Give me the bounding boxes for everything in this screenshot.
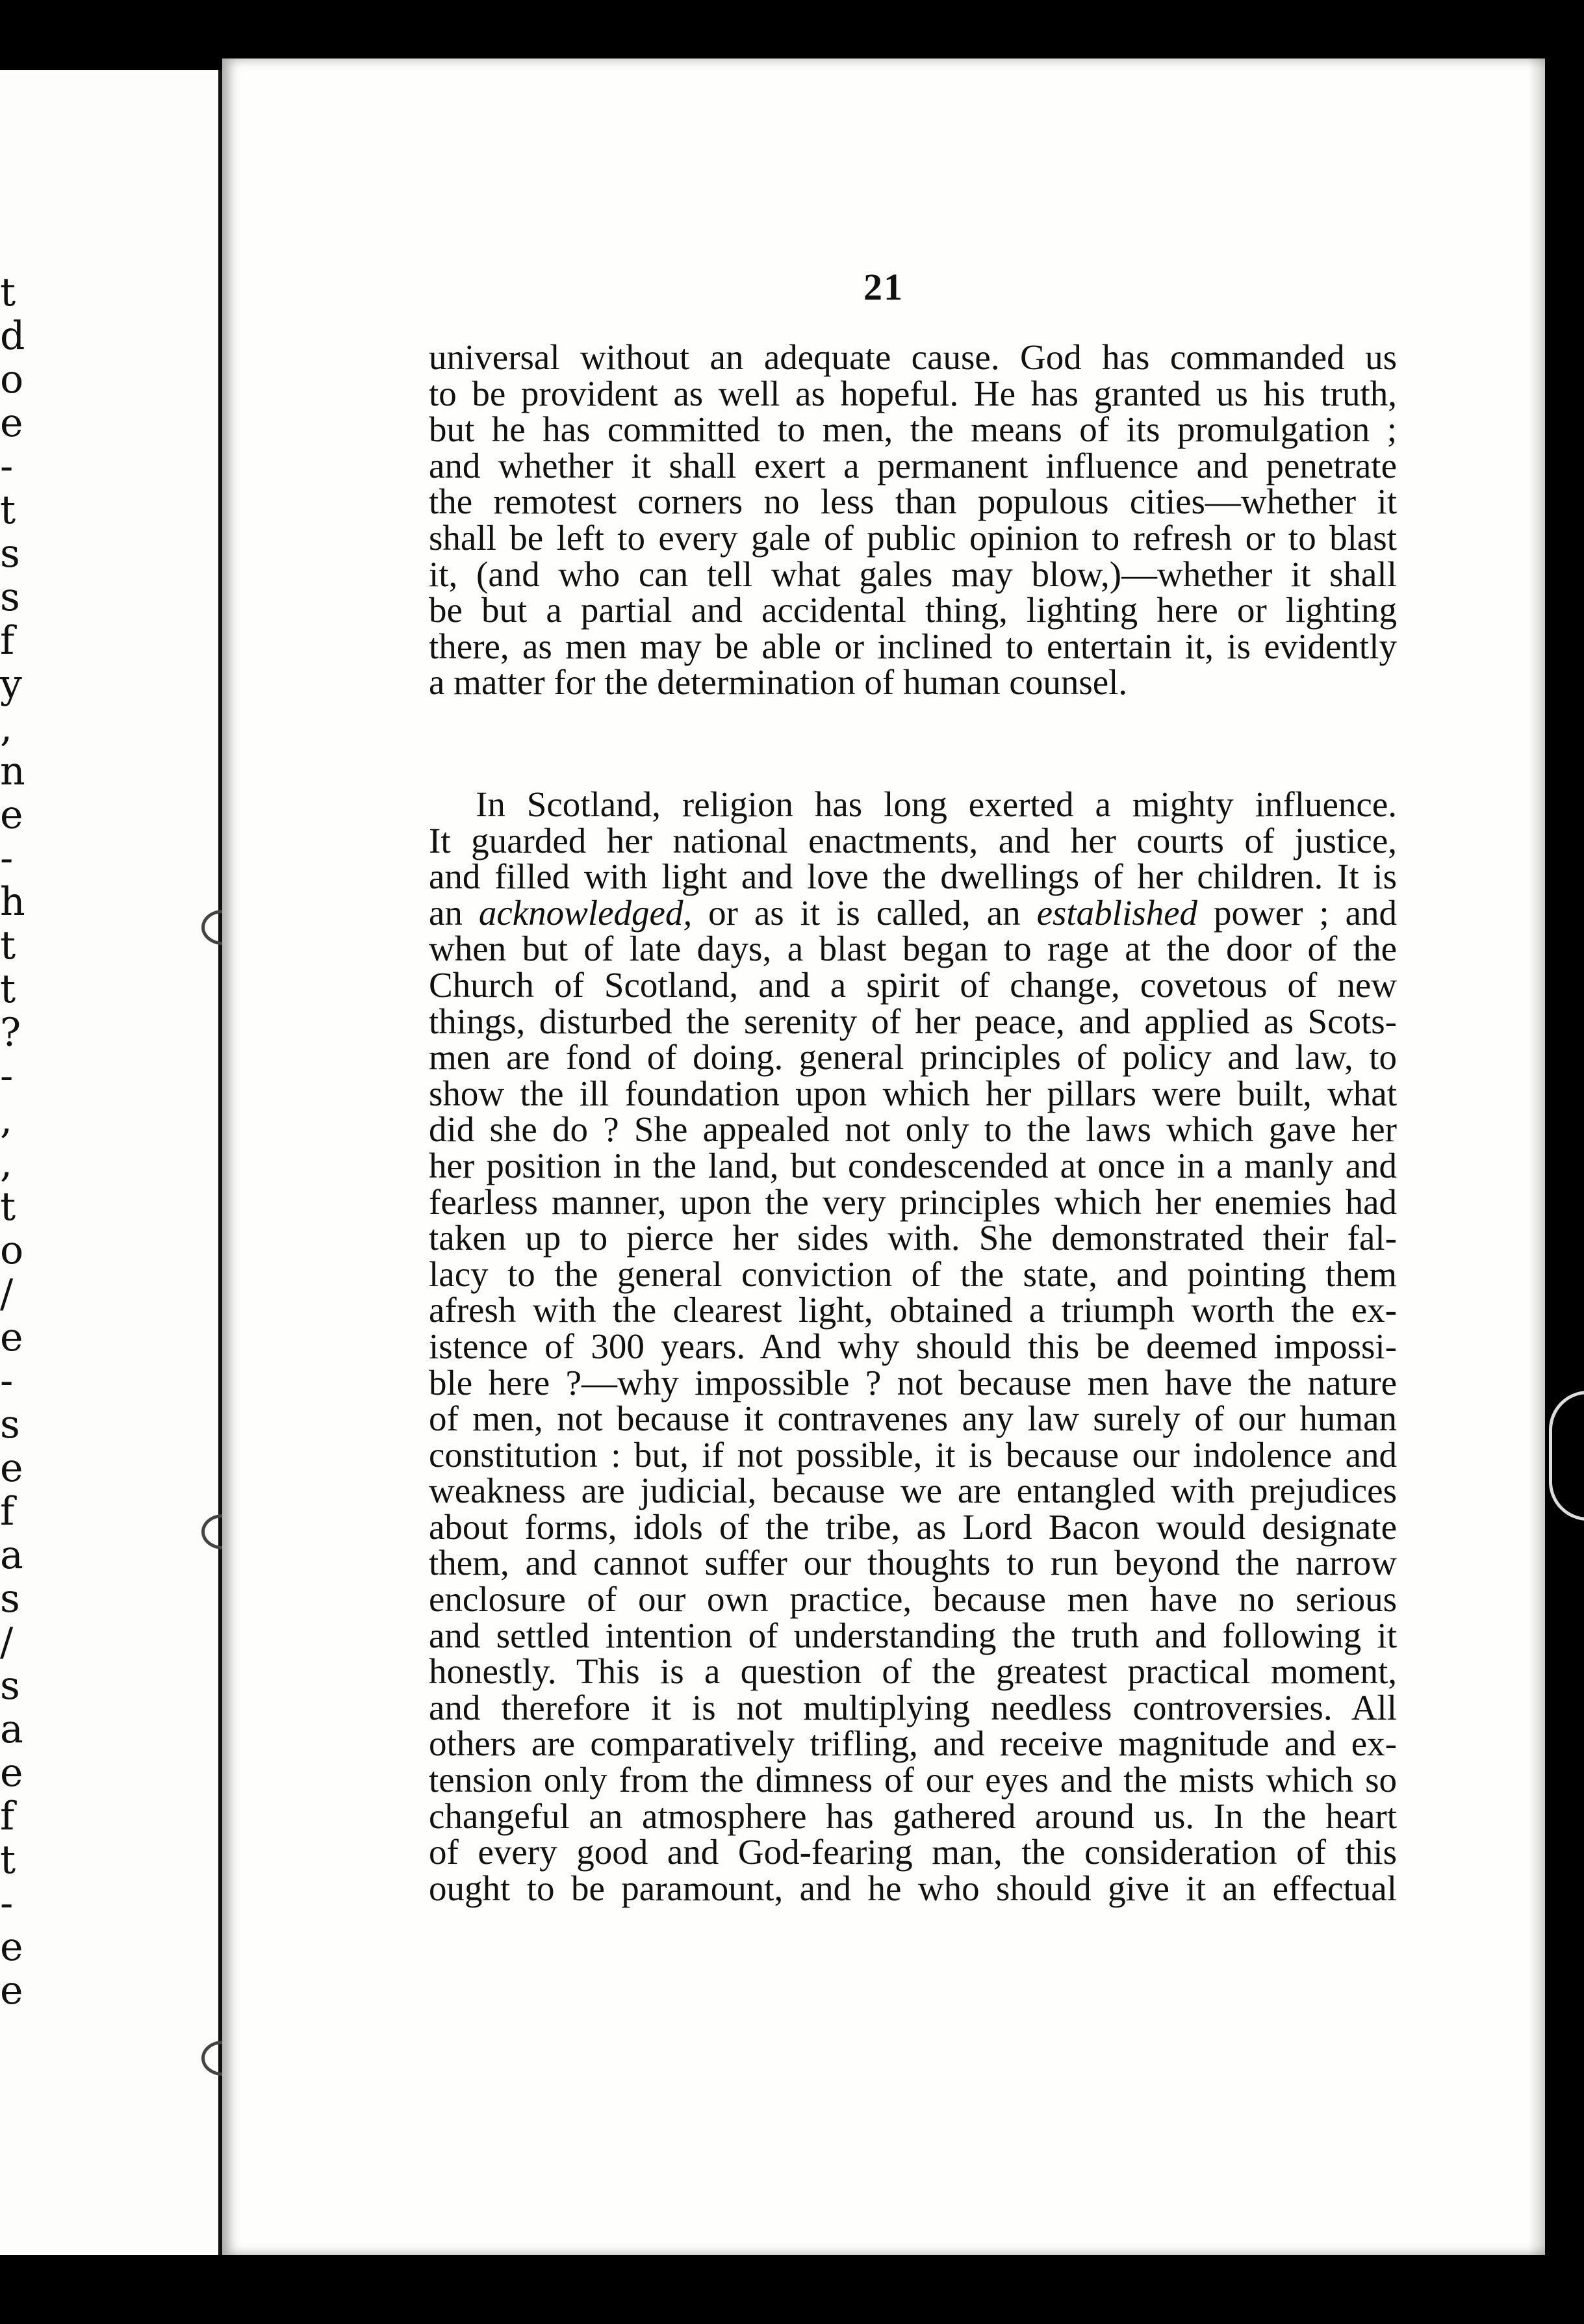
edge-character: a: [0, 1532, 23, 1578]
edge-character: e: [0, 1445, 23, 1491]
paragraph-line: but he has committed to men, the means of its promulgation ;: [429, 409, 1397, 450]
edge-character: t: [0, 923, 16, 968]
paragraph-line: istence of 300 years. And why should this be deemed impossi-: [429, 1326, 1397, 1366]
edge-character: e: [0, 1315, 23, 1360]
paragraph-2-remaining-lines: [429, 931, 1397, 1906]
edge-character: t: [0, 966, 16, 1012]
paragraph-line: ought to be paramount, and he who should give it an effectual: [429, 1868, 1397, 1908]
line-text: power ; and: [1197, 892, 1397, 933]
edge-character: a: [0, 1707, 23, 1752]
emphasis-acknowledged: acknowledged,: [478, 892, 693, 933]
paragraph-line: ble here ?—why impossible ? not because men have the nature: [429, 1362, 1397, 1402]
paragraph-line: and filled with light and love the dwellings of her children. It is: [429, 857, 1397, 897]
paragraph-line: her position in the land, but condescended at once in a manly and: [429, 1145, 1397, 1185]
paragraph-line: and therefore it is not multiplying needless controversies. All: [429, 1687, 1397, 1727]
paragraph-line: tension only from the dimness of our eyes and the mists which so: [429, 1760, 1397, 1800]
edge-character: s: [0, 1402, 20, 1447]
edge-character: e: [0, 792, 23, 838]
edge-character: e: [0, 1968, 23, 2013]
next-page-curl: [1549, 1391, 1584, 1521]
edge-character: -: [0, 836, 14, 881]
edge-character: f: [0, 1794, 15, 1839]
paragraph-line: others are comparatively trifling, and receive magnitude and ex-: [429, 1724, 1397, 1764]
paragraph-line: fearless manner, upon the very principles which her enemies had: [429, 1181, 1397, 1222]
paragraph-line-with-emphasis: [429, 892, 1397, 933]
paragraph-line: It guarded her national enactments, and her courts of justice,: [429, 820, 1397, 860]
paragraph-2: [429, 786, 1397, 1906]
emphasis-established: established: [1036, 892, 1198, 933]
paragraph-line: a matter for the determination of human counsel.: [429, 662, 1128, 703]
edge-character: t: [0, 1837, 16, 1883]
edge-character: ,: [0, 1097, 13, 1143]
paragraph-line: things, disturbed the serenity of her peace, and applied as Scots-: [429, 1001, 1397, 1041]
edge-character: -: [0, 1358, 14, 1404]
paragraph-line: when but of late days, a blast began to rage at the door of the: [429, 929, 1397, 969]
edge-character: h: [0, 879, 25, 925]
line-text: or as it is called, an: [692, 892, 1037, 933]
paragraph-line: of every good and God-fearing man, the consideration of this: [429, 1832, 1397, 1872]
paragraph-line: changeful an atmosphere has gathered around us. In the heart: [429, 1796, 1397, 1836]
paragraph-line: be but a partial and accidental thing, lighting here or lighting: [429, 590, 1397, 630]
edge-character: -: [0, 1881, 14, 1926]
paragraph-line: the remotest corners no less than populous cities—whether it: [429, 482, 1397, 522]
edge-character: s: [0, 1663, 20, 1709]
paragraph-line: men are fond of doing. general principles of policy and law, to: [429, 1037, 1397, 1078]
edge-character: ,: [0, 705, 13, 751]
paragraph-line: weakness are judicial, because we are entangled with prejudices: [429, 1471, 1397, 1511]
edge-character: f: [0, 618, 15, 664]
paragraph-line: of men, not because it contravenes any law surely of our human: [429, 1399, 1397, 1439]
page-number: 21: [863, 266, 904, 308]
paragraph-line: taken up to pierce her sides with. She demonstrated their fal-: [429, 1218, 1397, 1258]
paragraph-line: universal without an adequate cause. God has commanded us: [429, 337, 1397, 377]
paragraph-line: enclosure of our own practice, because men have no serious: [429, 1579, 1397, 1620]
paragraph-line: and whether it shall exert a permanent influence and penetrate: [429, 445, 1397, 485]
paragraph-line: shall be left to every gale of public opinion to refresh or to blast: [429, 517, 1397, 558]
edge-character: s: [0, 1576, 20, 1621]
edge-character: f: [0, 1489, 15, 1534]
edge-character: o: [0, 357, 24, 402]
edge-character: s: [0, 575, 20, 620]
edge-character: e: [0, 1924, 23, 1970]
edge-character: d: [0, 313, 25, 359]
edge-character: y: [0, 662, 22, 707]
paragraph-1: [429, 339, 1397, 701]
edge-character: /: [0, 1620, 14, 1665]
paragraph-line: Church of Scotland, and a spirit of change, covetous of new: [429, 964, 1397, 1005]
edge-character: -: [0, 444, 14, 489]
paragraph-line: show the ill foundation upon which her pillars were built, what: [429, 1073, 1397, 1113]
paragraph-line: them, and cannot suffer our thoughts to run beyond the narrow: [429, 1543, 1397, 1583]
edge-character: s: [0, 531, 20, 576]
paragraph-line: honestly. This is a question of the greatest practical moment,: [429, 1651, 1397, 1692]
paragraph-line: to be provident as well as hopeful. He has granted us his truth,: [429, 373, 1397, 413]
edge-character: n: [0, 749, 25, 794]
paragraph-line: there, as men may be able or inclined to entertain it, is evidently: [429, 626, 1397, 666]
paragraph-line: constitution : but, if not possible, it is because our indolence and: [429, 1434, 1397, 1475]
paragraph-line: afresh with the clearest light, obtained a triumph worth the ex-: [429, 1290, 1397, 1330]
edge-character: -: [0, 1053, 14, 1099]
paragraph-line: it, (and who can tell what gales may blow,)—whether it shall: [429, 554, 1397, 594]
edge-character: e: [0, 400, 23, 446]
edge-character: t: [0, 487, 16, 533]
edge-character: ?: [0, 1010, 21, 1055]
edge-character: t: [0, 270, 16, 315]
paragraph-line: In Scotland, religion has long exerted a mighty influence.: [476, 784, 1397, 824]
edge-character: o: [0, 1228, 24, 1273]
edge-character: e: [0, 1750, 23, 1796]
paragraph-line: about forms, idols of the tribe, as Lord Bacon would designate: [429, 1506, 1397, 1547]
page-edge-shadow: [1528, 58, 1545, 2255]
edge-character: t: [0, 1184, 16, 1230]
previous-page-text-fragments: [0, 70, 58, 2255]
edge-character: ,: [0, 1141, 13, 1186]
paragraph-line: and settled intention of understanding the truth and following it: [429, 1615, 1397, 1655]
current-page: [222, 58, 1545, 2255]
previous-page-edge: [0, 70, 222, 2255]
paragraph-line: lacy to the general conviction of the state, and pointing them: [429, 1254, 1397, 1294]
paragraph-line: did she do ? She appealed not only to the laws which gave her: [429, 1109, 1397, 1150]
line-text: an: [429, 892, 479, 933]
edge-character: /: [0, 1271, 14, 1317]
